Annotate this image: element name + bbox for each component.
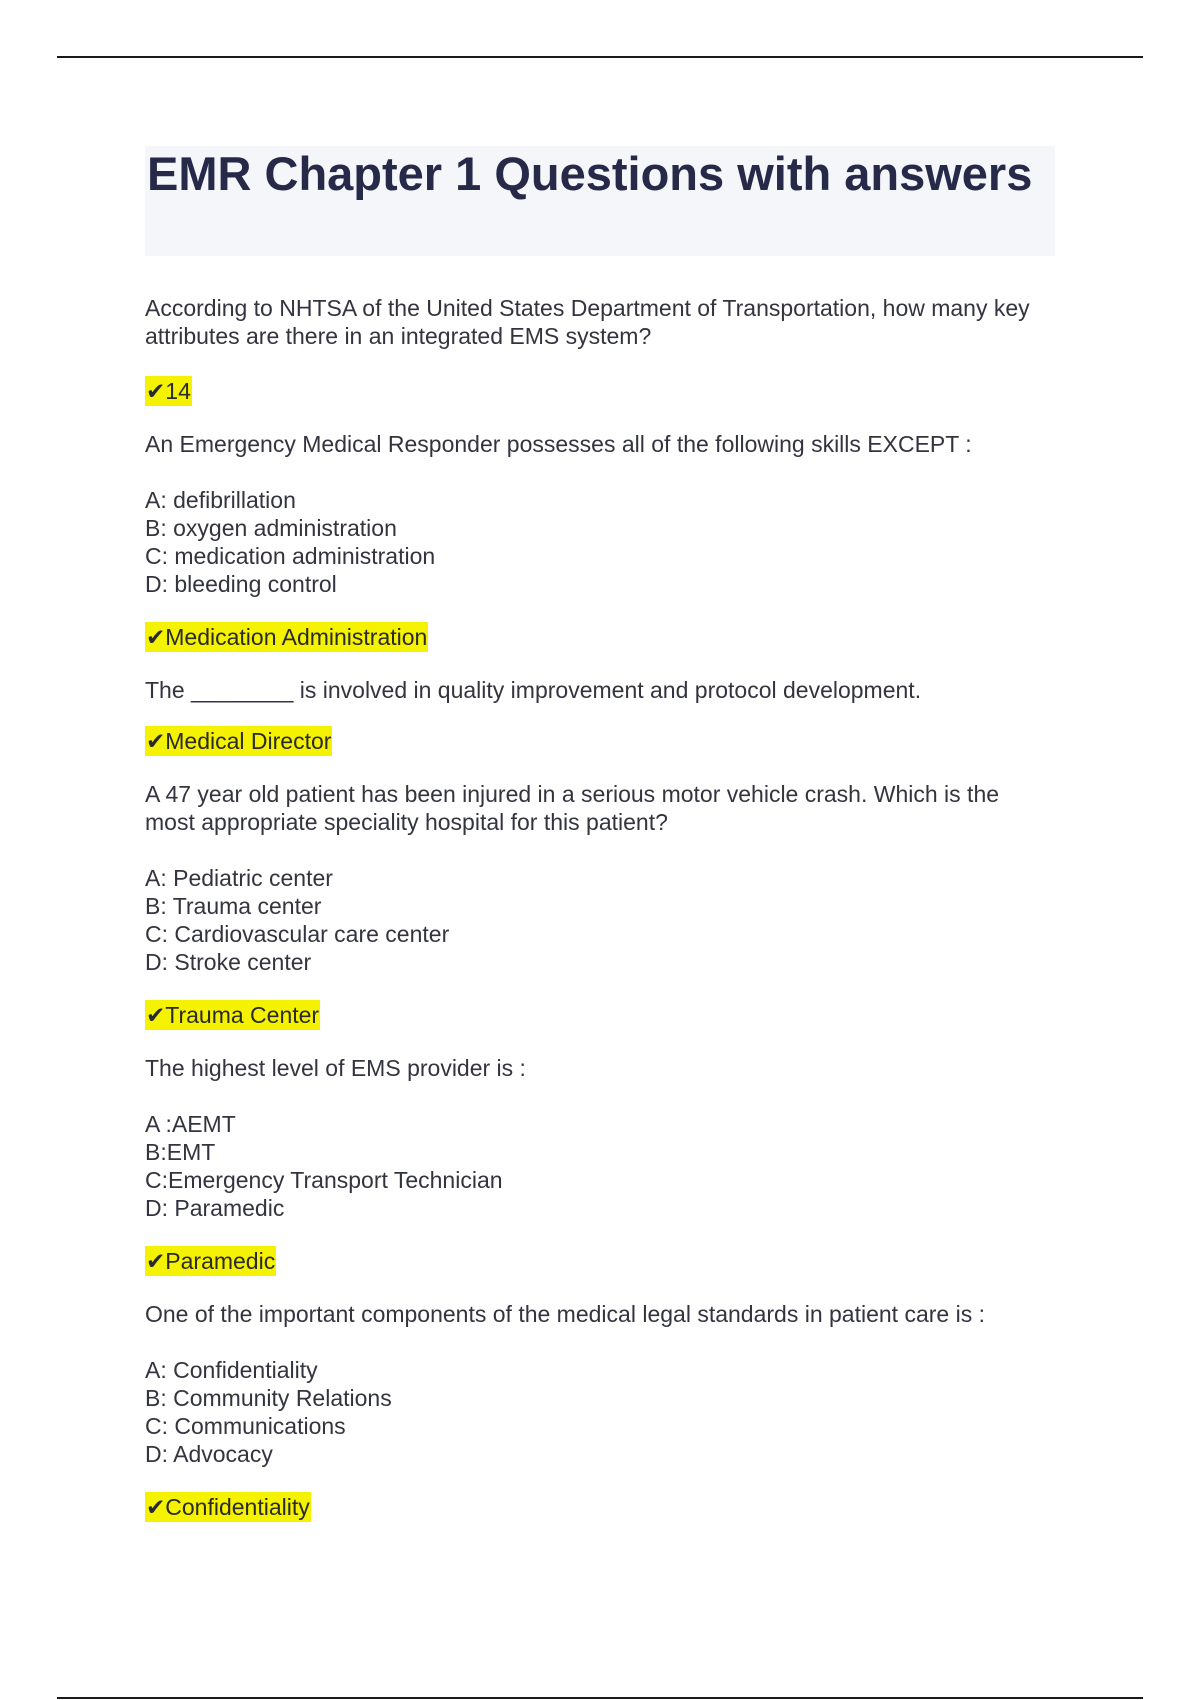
options-list xyxy=(145,486,1055,598)
question-text: The highest level of EMS provider is : xyxy=(145,1055,526,1081)
option-item: C:Emergency Transport Technician xyxy=(145,1167,503,1193)
top-divider xyxy=(57,56,1143,58)
option-item: D: Advocacy xyxy=(145,1441,273,1467)
option-item: C: medication administration xyxy=(145,543,436,569)
question-text: A 47 year old patient has been injured in a serious motor vehicle crash. Which is the most appropriate speciality hospital for this patient? xyxy=(145,781,1000,835)
option-item: D: Stroke center xyxy=(145,949,312,975)
options-list xyxy=(145,864,1055,976)
document-body xyxy=(145,146,1055,1522)
option-item: A :AEMT xyxy=(145,1111,236,1137)
question-text: The ________ is involved in quality improvement and protocol development. xyxy=(145,677,922,703)
question-text: One of the important components of the medical legal standards in patient care is : xyxy=(145,1301,985,1327)
option-item: D: Paramedic xyxy=(145,1195,285,1221)
qa-item xyxy=(145,294,1055,406)
option-item: D: bleeding control xyxy=(145,571,337,597)
option-item: B: oxygen administration xyxy=(145,515,397,541)
qa-item xyxy=(145,676,1055,756)
page-title: EMR Chapter 1 Questions with answers xyxy=(147,147,1033,200)
qa-item xyxy=(145,1054,1055,1276)
option-item: B: Community Relations xyxy=(145,1385,392,1411)
option-item: B: Trauma center xyxy=(145,893,322,919)
option-item: A: Pediatric center xyxy=(145,865,333,891)
options-list xyxy=(145,1110,1055,1222)
option-item: A: Confidentiality xyxy=(145,1357,318,1383)
answer-highlight: ✔14 xyxy=(146,378,191,404)
question-text: According to NHTSA of the United States Department of Transportation, how many key attributes are there in an integrated EMS system? xyxy=(145,295,1030,349)
option-item: A: defibrillation xyxy=(145,487,296,513)
bottom-divider xyxy=(57,1697,1143,1699)
qa-item xyxy=(145,430,1055,652)
option-item: C: Communications xyxy=(145,1413,346,1439)
answer-highlight: ✔Medical Director xyxy=(146,728,332,754)
question-text: An Emergency Medical Responder possesses all of the following skills EXCEPT : xyxy=(145,431,972,457)
option-item: B:EMT xyxy=(145,1139,216,1165)
qa-item xyxy=(145,1300,1055,1522)
options-list xyxy=(145,1356,1055,1468)
title-banner xyxy=(145,146,1055,256)
qa-item xyxy=(145,780,1055,1030)
option-item: C: Cardiovascular care center xyxy=(145,921,450,947)
answer-highlight: ✔Trauma Center xyxy=(146,1002,320,1028)
answer-highlight: ✔Medication Administration xyxy=(146,624,428,650)
answer-highlight: ✔Confidentiality xyxy=(146,1494,310,1520)
answer-highlight: ✔Paramedic xyxy=(146,1248,276,1274)
